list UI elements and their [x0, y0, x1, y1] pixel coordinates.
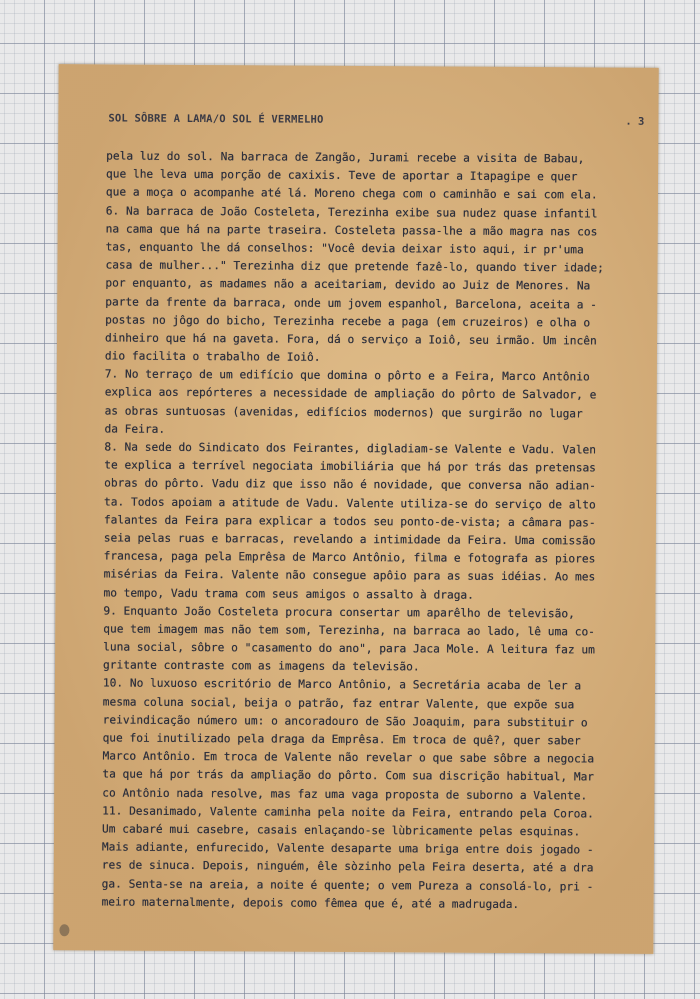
text-line: que lhe leva uma porção de caxixis. Teve de aportar a Itapagipe e quer: [106, 167, 578, 184]
text-line: mo tempo, Vadu trama com seus amigos o assalto à draga.: [103, 585, 474, 602]
text-line: 6. Na barraca de João Costeleta, Terezinha exibe sua nudez quase infantil: [105, 204, 598, 221]
text-line: 9. Enquanto João Costeleta procura consertar um aparêlho de televisão,: [103, 604, 575, 621]
text-line: dinheiro que há na gaveta. Fora, dá o serviço a Ioiô, seu irmão. Um incên: [105, 331, 597, 348]
text-line: co Antônio nada resolve, mas faz uma vaga proposta de suborno a Valente.: [102, 786, 588, 802]
paper-stain: [59, 924, 69, 936]
text-line: tas, enquanto lhe dá conselhos: "Você devia deixar isto aqui, ir pr'uma: [105, 240, 584, 257]
text-line: misérias da Feira. Valente não consegue apôio para as suas idéias. Ao mes: [103, 567, 596, 584]
text-line: que tem imagem mas não tem som, Terezinha, na barraca ao lado, lê uma co-: [103, 622, 595, 639]
text-line: da Feira.: [104, 422, 166, 436]
text-line: gritante contraste com as imagens da televisão.: [103, 658, 420, 674]
text-line: ta. Todos apoiam a atitude de Vadu. Valente utiliza-se do serviço de alto: [104, 495, 596, 512]
text-line: Um cabaré mui casebre, casais enlaçando-se lùbricamente pelas esquinas.: [102, 822, 581, 839]
text-line: francesa, paga pela Emprêsa de Marco Antônio, filma e fotografa as piores: [103, 549, 596, 566]
text-line: por enquanto, as madames não a aceitariam, devido ao Juiz de Menores. Na: [105, 276, 591, 293]
text-line: ga. Senta-se na areia, a noite é quente; o vem Pureza a consolá-lo, pri -: [101, 876, 594, 893]
text-line: Marco Antônio. Em troca de Valente não revelar o que sabe sôbre a negocia: [102, 749, 595, 766]
text-line: obras do pôrto. Vadu diz que isso não é novidade, que conversa não adian-: [104, 476, 596, 493]
text-line: 10. No luxuoso escritório de Marco Antônio, a Secretária acaba de ler a: [102, 676, 582, 693]
text-line: 11. Desanimado, Valente caminha pela noite da Feira, entrando pela Coroa.: [102, 804, 594, 821]
page-number: . 3: [625, 115, 645, 128]
text-line: dio facilita o trabalho de Ioiô.: [104, 349, 321, 364]
text-line: as obras suntuosas (avenidas, edifícios modernos) que surgirão no lugar: [104, 404, 583, 421]
page-header: [108, 112, 644, 133]
text-line: falantes da Feira para explicar a todos seu ponto-de-vista; a câmara pas-: [103, 513, 596, 530]
typewritten-page: [53, 64, 658, 954]
text-line: 7. No terraço de um edifício que domina o pôrto e a Feira, Marco Antônio: [104, 367, 590, 384]
text-line: res de sinuca. Depois, ninguém, êle sòzinho pela Feira deserta, até a dra: [101, 858, 594, 875]
body-text: [102, 147, 663, 914]
text-line: meiro maternalmente, depois como fêmea que é, até a madrugada.: [101, 895, 520, 911]
text-line: 8. Na sede do Sindicato dos Feirantes, digladiam-se Valente e Vadu. Valen: [104, 440, 597, 457]
text-line: parte da frente da barraca, onde um jovem espanhol, Barcelona, aceita a -: [105, 294, 597, 311]
text-line: pela luz do sol. Na barraca de Zangão, Jurami recebe a visita de Babau,: [106, 149, 585, 166]
text-line: te explica a terrível negociata imobiliária que há por trás das pretensas: [104, 458, 596, 475]
document-title: SOL SÔBRE A LAMA/O SOL É VERMELHO: [108, 112, 324, 126]
text-line: mesma coluna social, beija o patrão, faz entrar Valente, que expõe sua: [102, 695, 575, 711]
text-line: explica aos repórteres a necessidade de ampliação do pôrto de Salvador, e: [104, 385, 597, 402]
text-line: postas no jôgo do bicho, Terezinha recebe a paga (em cruzeiros) e olha o: [105, 313, 591, 330]
text-line: na cama que há na parte traseira. Costeleta passa-lhe a mão magra nas cos: [105, 222, 598, 239]
text-line: que a moça o acompanhe até lá. Moreno chega com o caminhão e sai com ela.: [105, 185, 598, 202]
text-line: ta que há por trás da ampliação do pôrto. Com sua discrição habitual, Mar: [102, 767, 595, 784]
text-line: Mais adiante, enfurecido, Valente desaparte uma briga entre dois jogado -: [101, 840, 594, 857]
text-line: seia pelas ruas e barracas, revelando a intimidade da Feira. Uma comissão: [103, 531, 596, 548]
text-line: reivindicação número um: o ancoradouro de São Joaquim, para substituir o: [102, 713, 588, 730]
text-line: casa de mulher..." Terezinha diz que pretende fazê-lo, quando tiver idade;: [105, 258, 604, 275]
text-line: que foi inutilizado pela draga da Emprêsa. Em troca de quê?, quer saber: [102, 731, 581, 748]
text-line: luna social, sôbre o "casamento do ano", para Jaca Mole. A leitura faz um: [103, 640, 595, 657]
